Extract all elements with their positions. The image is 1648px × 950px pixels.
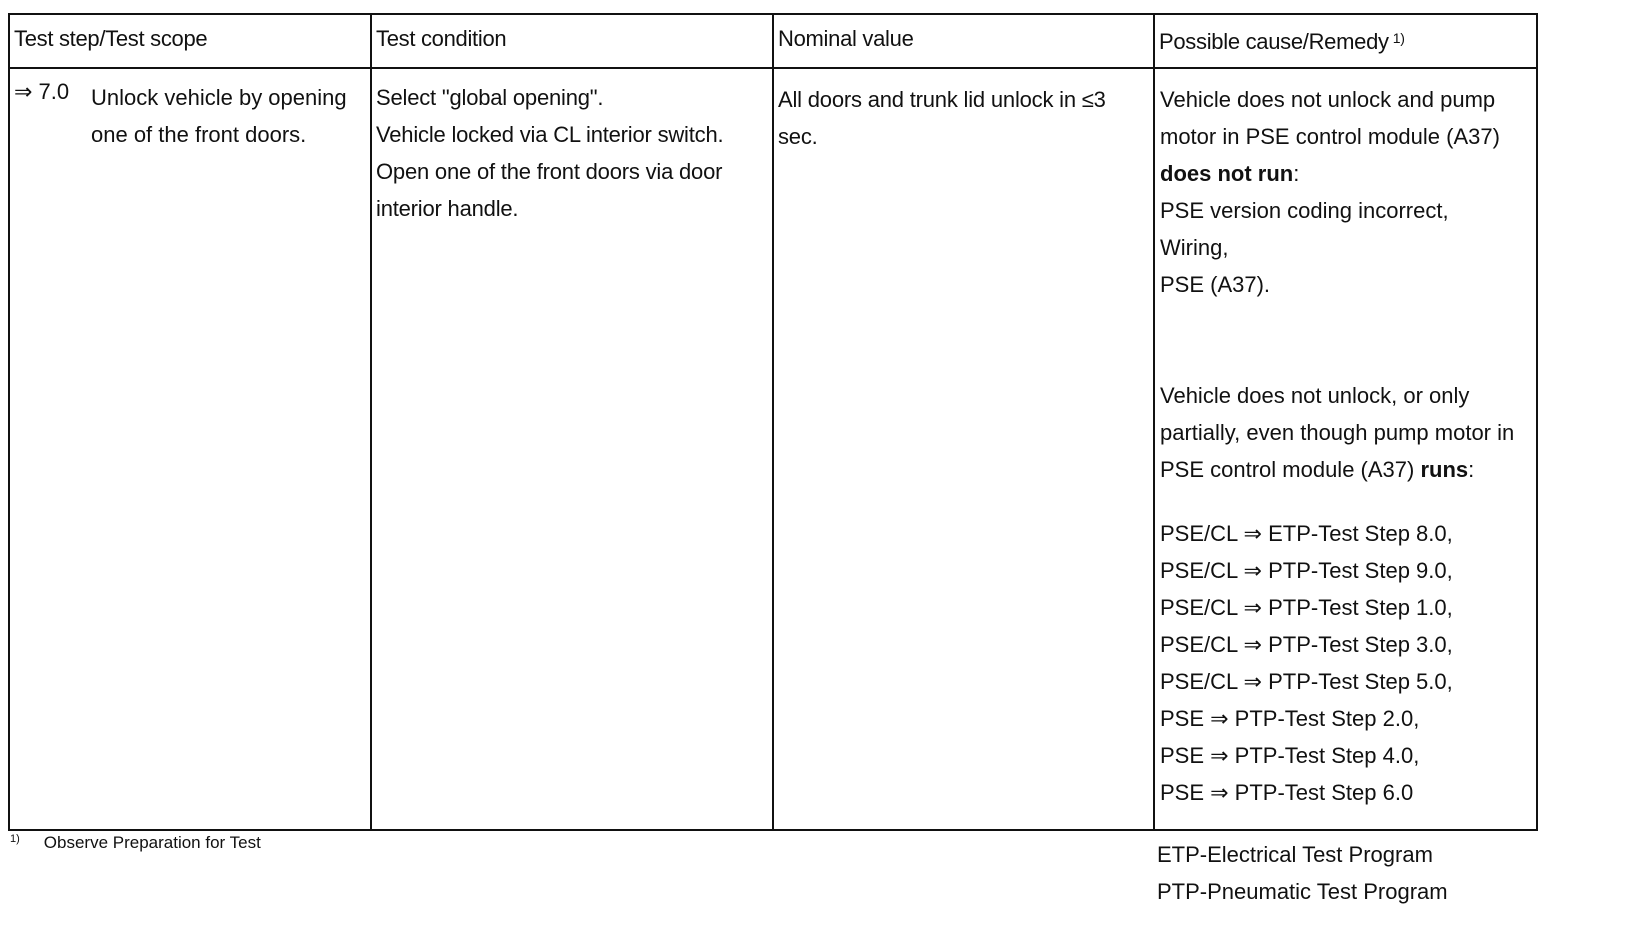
header-footnote-mark: 1) <box>1392 30 1405 46</box>
test-table <box>8 13 1538 831</box>
step-description <box>91 79 347 153</box>
remedy-line: partially, even though pump motor in <box>1160 420 1515 445</box>
legend-line: PTP-Pneumatic Test Program <box>1157 879 1448 904</box>
step-number: ⇒ 7.0 <box>14 79 70 104</box>
remedy-line: Vehicle does not unlock and pump <box>1160 87 1496 112</box>
header-possible-cause <box>1159 29 1405 55</box>
remedy-colon: : <box>1293 161 1300 186</box>
header-test-condition: Test condition <box>376 26 507 51</box>
column-divider <box>772 15 774 829</box>
cause-line: Wiring, <box>1160 235 1229 260</box>
nominal-line: sec. <box>778 124 818 149</box>
header-divider <box>10 67 1536 69</box>
remedy-emphasis: does not run <box>1160 161 1294 186</box>
reference-line: PSE ⇒ PTP-Test Step 2.0, <box>1160 706 1420 731</box>
reference-line: PSE/CL ⇒ ETP-Test Step 8.0, <box>1160 521 1453 546</box>
header-possible-cause-label: Possible cause/Remedy <box>1159 29 1389 54</box>
test-step-references <box>1160 515 1453 811</box>
cause-line: PSE (A37). <box>1160 272 1271 297</box>
cause-line: PSE version coding incorrect, <box>1160 198 1449 223</box>
nominal-line: All doors and trunk lid unlock in ≤3 <box>778 87 1106 112</box>
reference-line: PSE/CL ⇒ PTP-Test Step 9.0, <box>1160 558 1453 583</box>
footnote-mark: 1) <box>10 833 20 845</box>
abbreviation-legend <box>1157 836 1448 910</box>
condition-line: Open one of the front doors via door <box>376 159 723 184</box>
reference-line: PSE/CL ⇒ PTP-Test Step 3.0, <box>1160 632 1453 657</box>
header-nominal-value: Nominal value <box>778 26 914 51</box>
nominal-value <box>778 81 1106 155</box>
condition-line: Select "global opening". <box>376 85 604 110</box>
column-divider <box>370 15 372 829</box>
remedy-line <box>1160 451 1514 488</box>
remedy-colon: : <box>1468 457 1475 482</box>
condition-line: Vehicle locked via CL interior switch. <box>376 122 724 147</box>
footnote <box>10 833 261 853</box>
remedy-block-not-run <box>1160 81 1500 303</box>
step-line: Unlock vehicle by opening <box>91 85 347 110</box>
remedy-emphasis: runs <box>1420 457 1469 482</box>
column-divider <box>1153 15 1155 829</box>
footnote-text: Observe Preparation for Test <box>43 833 261 852</box>
reference-line: PSE ⇒ PTP-Test Step 4.0, <box>1160 743 1420 768</box>
condition-line: interior handle. <box>376 196 519 221</box>
remedy-line: motor in PSE control module (A37) <box>1160 124 1500 149</box>
remedy-line: Vehicle does not unlock, or only <box>1160 383 1470 408</box>
reference-line: PSE/CL ⇒ PTP-Test Step 5.0, <box>1160 669 1453 694</box>
remedy-line <box>1160 155 1500 192</box>
test-condition <box>376 79 723 227</box>
remedy-block-runs <box>1160 377 1514 488</box>
reference-line: PSE ⇒ PTP-Test Step 6.0 <box>1160 780 1414 805</box>
remedy-prefix: PSE control module (A37) <box>1160 457 1421 482</box>
legend-line: ETP-Electrical Test Program <box>1157 842 1433 867</box>
reference-line: PSE/CL ⇒ PTP-Test Step 1.0, <box>1160 595 1453 620</box>
header-test-step: Test step/Test scope <box>14 26 208 51</box>
step-line: one of the front doors. <box>91 122 307 147</box>
